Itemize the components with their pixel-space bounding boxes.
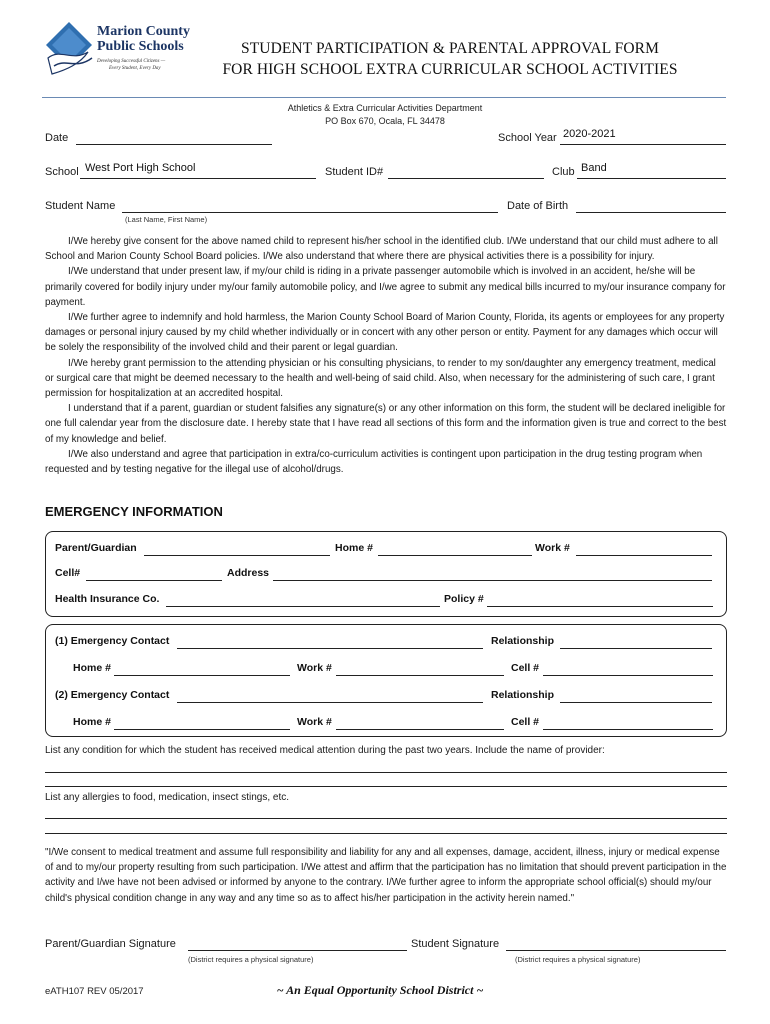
student-id-label: Student ID# xyxy=(325,166,384,178)
contact2-home-field[interactable] xyxy=(114,729,290,730)
contact1-home-field[interactable] xyxy=(114,675,290,676)
school-field[interactable] xyxy=(80,178,316,179)
parent-guardian-label: Parent/Guardian xyxy=(55,542,137,554)
student-signature-field[interactable] xyxy=(506,950,726,951)
school-year-field[interactable] xyxy=(560,144,726,145)
contact2-cell-field[interactable] xyxy=(543,729,713,730)
work-label: Work # xyxy=(535,542,570,554)
contact2-work-label: Work # xyxy=(297,716,332,728)
club-field[interactable] xyxy=(577,178,726,179)
contact2-cell-label: Cell # xyxy=(511,716,540,728)
paragraph: I/We further agree to indemnify and hold harmless, the Marion County School Board of Marion County, Florida, its agents or employees for any property damages or personal injury caused by my child whether individually or in concert with any other person or entity. Payment for any damages which occur will be solely the responsibility of the involved child and their parent or legal guardian. xyxy=(45,312,725,354)
contact1-label: (1) Emergency Contact xyxy=(55,635,170,647)
medical-consent-text: "I/We consent to medical treatment and assume full responsibility and liability for any and all expenses, damage, accident, illness, injury or medical expense of and to my/our property resulting from such participation. I/We attest and affirm that the participation has no limitation that should prevent participation in the activity and I/we have not been advised or informed by anyone to the contrary. I/We further agree to inform the appropriate school official(s) should my/our child's physical condition change in any way and any time so as to affect his/her participation in the activity herein named." xyxy=(45,847,727,904)
parent-signature-label: Parent/Guardian Signature xyxy=(45,938,176,950)
form-code: eATH107 REV 05/2017 xyxy=(45,986,144,997)
paragraph: I/We also understand and agree that participation in extra/co-curriculum activities is contingent upon participation in the drug testing program when requested and by testing negative for the illegal use of alcohol/drugs. xyxy=(45,448,703,476)
club-value: Band xyxy=(581,162,607,174)
allergy-question: List any allergies to food, medication, insect stings, etc. xyxy=(45,792,290,803)
logo-tagline: Developing Successful Citizens — Every Student, Every Day xyxy=(97,59,166,71)
consent-paragraphs xyxy=(45,234,727,477)
student-name-hint: (Last Name, First Name) xyxy=(125,215,208,224)
condition-question: List any condition for which the student has received medical attention during the past two years. Include the name of provider: xyxy=(45,745,605,756)
parent-guardian-field[interactable] xyxy=(144,555,330,556)
student-signature-note: (District requires a physical signature) xyxy=(515,955,641,964)
school-label: School xyxy=(45,166,79,178)
condition-answer-line-2[interactable] xyxy=(45,786,727,787)
student-name-field[interactable] xyxy=(122,212,498,213)
relationship2-field[interactable] xyxy=(560,702,712,703)
paragraph: I understand that if a parent, guardian or student falsifies any signature(s) or any other information on this form, the student will be declared ineligible for one full calendar year from the disclosure date. I hereby state that I have read all sections of this form and the information given is true and correct to the best of my knowledge and belief. xyxy=(45,403,727,445)
contact1-home-label: Home # xyxy=(73,662,111,674)
student-id-field[interactable] xyxy=(388,178,544,179)
parent-signature-note: (District requires a physical signature) xyxy=(188,955,314,964)
student-name-label: Student Name xyxy=(45,200,116,212)
contact2-field[interactable] xyxy=(177,702,483,703)
condition-answer-line-1[interactable] xyxy=(45,772,727,773)
cell-label: Cell# xyxy=(55,567,81,579)
contact1-work-field[interactable] xyxy=(336,675,504,676)
school-year-label: School Year xyxy=(498,132,557,144)
club-label: Club xyxy=(552,166,575,178)
parent-signature-field[interactable] xyxy=(188,950,407,951)
relationship2-label: Relationship xyxy=(491,689,555,701)
relationship1-label: Relationship xyxy=(491,635,555,647)
paragraph: I/We hereby grant permission to the attending physician or his consulting physicians, to render to my son/daughter any emergency treatment, medical or surgical care that might be deemed necessary to the health and well-being of said child. Also, when necessary for the administering of such care, I grant permission for hospitalization at an accredited hospital. xyxy=(45,357,716,400)
logo-text: Marion County Public Schools xyxy=(97,24,190,54)
policy-field[interactable] xyxy=(487,606,713,607)
footer-motto: ~ An Equal Opportunity School District ~ xyxy=(276,983,484,997)
contact1-cell-field[interactable] xyxy=(543,675,713,676)
header-divider xyxy=(42,97,726,98)
emergency-title: EMERGENCY INFORMATION xyxy=(45,504,223,519)
contact2-work-field[interactable] xyxy=(336,729,504,730)
emergency-contacts-box xyxy=(45,624,727,737)
cell-field[interactable] xyxy=(86,580,222,581)
home-label: Home # xyxy=(335,542,373,554)
guardian-info-box xyxy=(45,531,727,617)
paragraph: I/We understand that under present law, if my/our child is riding in a private passenger automobile which is involved in an accident, he/she will be primarily covered for bodily injury under my/our family automobile policy, and I/we agree to submit any medical bills incurred to my/our insurance company for payment. xyxy=(45,266,726,308)
dob-label: Date of Birth xyxy=(507,200,569,212)
contact1-work-label: Work # xyxy=(297,662,332,674)
contact2-home-label: Home # xyxy=(73,716,111,728)
date-field[interactable] xyxy=(76,144,272,145)
form-title: STUDENT PARTICIPATION & PARENTAL APPROVAL FORM FOR HIGH SCHOOL EXTRA CURRICULAR SCHOOL ACTIVITIES xyxy=(222,40,678,78)
policy-label: Policy # xyxy=(444,593,484,605)
address-field[interactable] xyxy=(273,580,712,581)
department-info: Athletics & Extra Curricular Activities Department PO Box 670, Ocala, FL 34478 xyxy=(287,103,483,126)
insurance-label: Health Insurance Co. xyxy=(55,593,160,605)
allergy-answer-line-1[interactable] xyxy=(45,818,727,819)
contact2-label: (2) Emergency Contact xyxy=(55,689,170,701)
contact1-field[interactable] xyxy=(177,648,483,649)
dob-field[interactable] xyxy=(576,212,726,213)
home-field[interactable] xyxy=(378,555,532,556)
work-field[interactable] xyxy=(576,555,712,556)
student-signature-label: Student Signature xyxy=(411,938,500,950)
school-year-value: 2020-2021 xyxy=(563,128,616,140)
allergy-answer-line-2[interactable] xyxy=(45,833,727,834)
relationship1-field[interactable] xyxy=(560,648,712,649)
contact1-cell-label: Cell # xyxy=(511,662,540,674)
paragraph: I/We hereby give consent for the above named child to represent his/her school in the identified club. I/We understand that our child must adhere to all School and Marion County School Board policies. I/We also understand that where there are physical activities there is a possibility for injury. xyxy=(45,236,718,263)
school-value: West Port High School xyxy=(85,162,196,174)
address-label: Address xyxy=(227,567,270,579)
insurance-field[interactable] xyxy=(166,606,440,607)
date-label: Date xyxy=(45,132,69,144)
